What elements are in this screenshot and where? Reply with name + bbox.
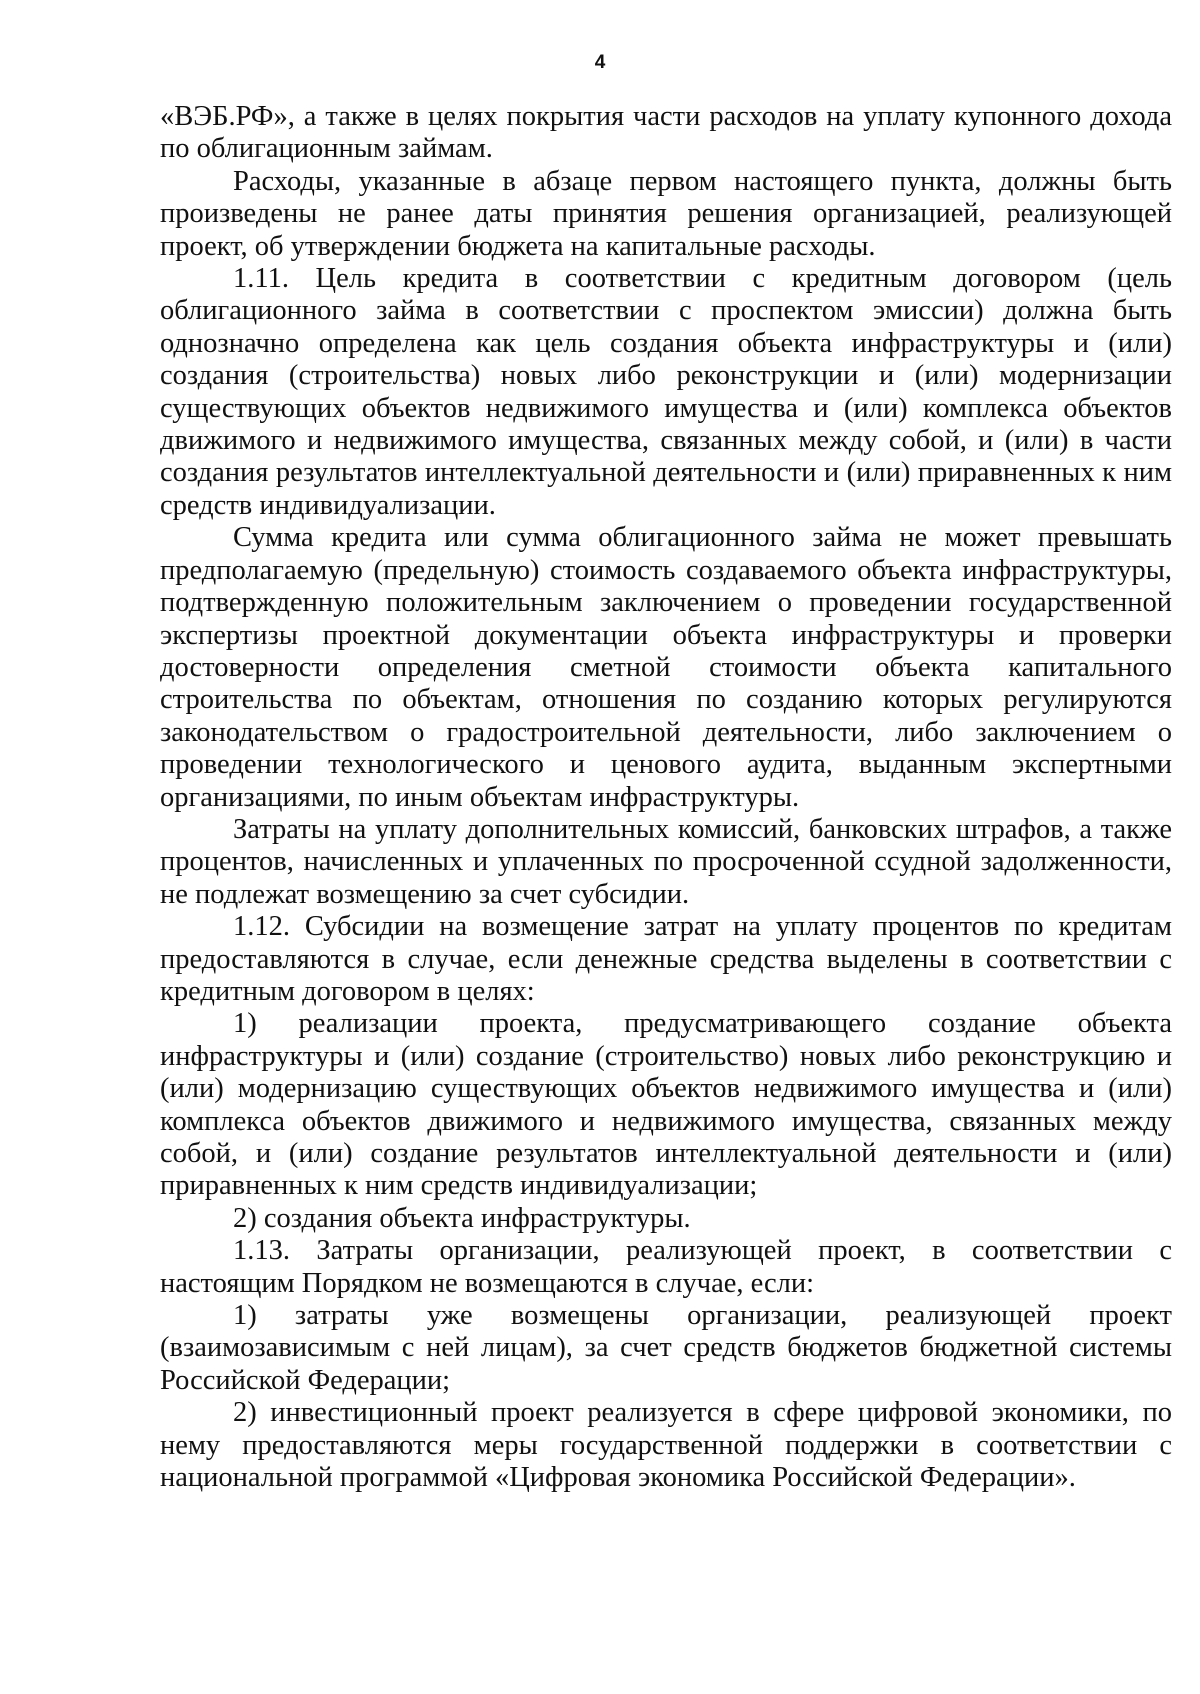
document-body bbox=[160, 101, 1172, 1494]
paragraph-expenses: Расходы, указанные в абзаце первом настоящего пункта, должны быть произведены не ранее даты принятия решения организацией, реализующей проект, об утверждении бюджета на капитальные расходы. bbox=[160, 165, 1172, 262]
list-item-1-13-2: 2) инвестиционный проект реализуется в сфере цифровой экономики, по нему предоставляются меры государственной поддержки в соответствии с национальной программой «Цифровая экономика Российской Федерации». bbox=[160, 1397, 1172, 1494]
paragraph-loan-amount: Сумма кредита или сумма облигационного займа не может превышать предполагаемую (предельную) стоимость создаваемого объекта инфраструктуры, подтвержденную положительным заключением о проведении государственной экспертизы проектной документации объекта инфраструктуры и проверки достоверности определения сметной стоимости объекта капитального строительства по объектам, отношения по созданию которых регулируются законодательством о градостроительной деятельности, либо заключением о проведении технологического и ценового аудита, выданным экспертными организациями, по иным объектам инфраструктуры. bbox=[160, 522, 1172, 813]
paragraph-continuation: «ВЭБ.РФ», а также в целях покрытия части расходов на уплату купонного дохода по облигационным займам. bbox=[160, 101, 1172, 165]
list-item-1-13-1: 1) затраты уже возмещены организации, реализующей проект (взаимозависимым с ней лицам), за счет средств бюджетов бюджетной системы Российской Федерации; bbox=[160, 1300, 1172, 1396]
paragraph-1-11: 1.11. Цель кредита в соответствии с кредитным договором (цель облигационного займа в соответствии с проспектом эмиссии) должна быть однозначно определена как цель создания объекта инфраструктуры и (или) создания (строительства) новых либо реконструкции и (или) модернизации существующих объектов недвижимого имущества и (или) комплекса объектов движимого и недвижимого имущества, связанных между собой, и (или) в части создания результатов интеллектуальной деятельности и (или) приравненных к ним средств индивидуализации. bbox=[160, 263, 1172, 521]
list-item-1-12-2: 2) создания объекта инфраструктуры. bbox=[233, 1202, 691, 1234]
list-item-1-12-1: 1) реализации проекта, предусматривающего создание объекта инфраструктуры и (или) создание (строительство) новых либо реконструкцию и (или) модернизацию существующих объектов недвижимого имущества и (или) комплекса объектов движимого и недвижимого имущества, связанных между собой, и (или) создание результатов интеллектуальной деятельности и (или) приравненных к ним средств индивидуализации; bbox=[160, 1008, 1172, 1202]
paragraph-1-13: 1.13. Затраты организации, реализующей проект, в соответствии с настоящим Порядком не возмещаются в случае, если: bbox=[160, 1235, 1172, 1299]
paragraph-1-12: 1.12. Субсидии на возмещение затрат на уплату процентов по кредитам предоставляются в случае, если денежные средства выделены в соответствии с кредитным договором в целях: bbox=[160, 911, 1172, 1007]
page-number: 4 bbox=[594, 52, 606, 73]
paragraph-fees: Затраты на уплату дополнительных комиссий, банковских штрафов, а также процентов, начисленных и уплаченных по просроченной ссудной задолженности, не подлежат возмещению за счет субсидии. bbox=[160, 813, 1172, 910]
